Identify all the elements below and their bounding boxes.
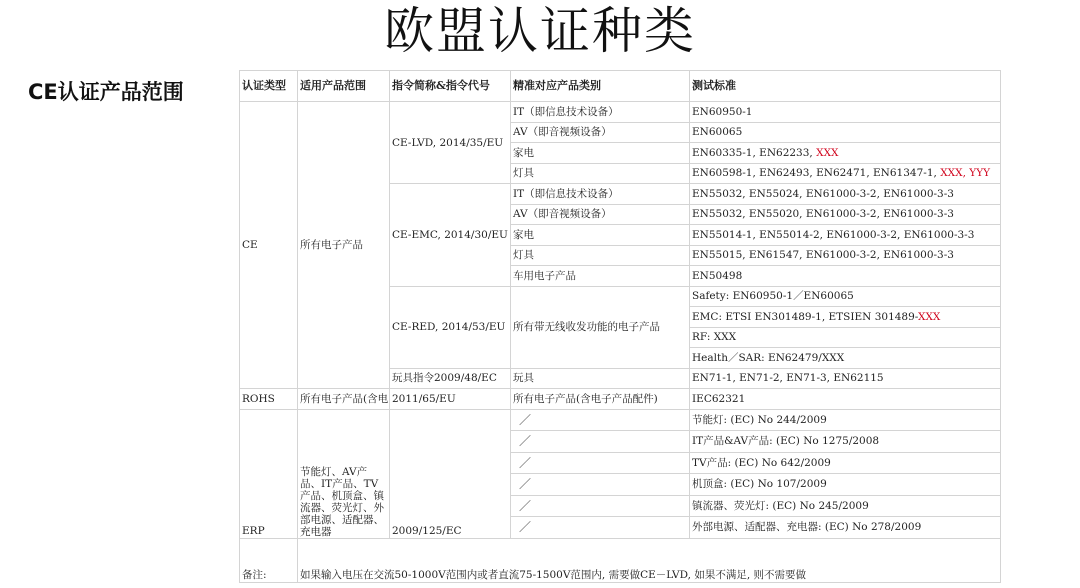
placeholder-red-text: XXX — [816, 146, 839, 159]
category-cell: ／ — [511, 495, 690, 517]
standard-cell — [690, 143, 1001, 164]
standard-cell: Safety: EN60950-1／EN60065 — [690, 286, 1001, 307]
table-row — [240, 409, 1001, 431]
standard-cell: EN55015, EN61547, EN61000-3-2, EN61000-3-3 — [690, 245, 1001, 266]
category-cell: ／ — [511, 474, 690, 496]
directive-emc: CE-EMC, 2014/30/EU — [390, 184, 511, 287]
category-cell: ／ — [511, 452, 690, 474]
section-subtitle: CE认证产品范围 — [28, 80, 184, 104]
table-row — [240, 102, 1001, 123]
standard-cell: EN55032, EN55020, EN61000-3-2, EN61000-3-3 — [690, 204, 1001, 225]
directive-red: CE-RED, 2014/53/EU — [390, 286, 511, 368]
category-cell: ／ — [511, 517, 690, 539]
category-cell: AV（即音视频设备） — [511, 122, 690, 143]
category-cell: 车用电子产品 — [511, 266, 690, 287]
category-cell: IT（即信息技术设备） — [511, 102, 690, 123]
category-cell: 灯具 — [511, 245, 690, 266]
scope-ce: 所有电子产品 — [298, 102, 390, 389]
placeholder-red-text: XXX, YYY — [940, 167, 991, 180]
standard-cell: EN60950-1 — [690, 102, 1001, 123]
category-cell: ／ — [511, 409, 690, 431]
standard-cell: EN55032, EN55024, EN61000-3-2, EN61000-3-3 — [690, 184, 1001, 205]
note-row — [240, 538, 1001, 582]
standard-cell: EN50498 — [690, 266, 1001, 287]
table-header-row — [240, 71, 1001, 102]
note-label: 备注: — [240, 538, 298, 582]
standard-cell: EN60065 — [690, 122, 1001, 143]
table-row — [240, 389, 1001, 410]
directive-rohs: 2011/65/EU — [390, 389, 511, 410]
category-cell: 家电 — [511, 225, 690, 246]
standard-cell: Health／SAR: EN62479/XXX — [690, 348, 1001, 369]
standard-text: EN60335-1, EN62233, — [692, 146, 817, 159]
standard-cell — [690, 163, 1001, 184]
placeholder-red-text: XXX — [917, 310, 941, 323]
header-cert-type: 认证类型 — [240, 71, 298, 102]
cert-type-erp: ERP — [240, 409, 298, 538]
standard-text: EN60598-1, EN62493, EN62471, EN61347-1, — [692, 167, 941, 180]
category-cell: 所有电子产品(含电子产品配件) — [511, 389, 690, 410]
category-cell: 灯具 — [511, 163, 690, 184]
note-text: 如果输入电压在交流50-1000V范围内或者直流75-1500V范围内, 需要做CE－LVD, 如果不满足, 则不需要做 — [298, 538, 1001, 582]
category-cell: AV（即音视频设备） — [511, 204, 690, 225]
certification-table — [239, 70, 1001, 583]
directive-toy: 玩具指令2009/48/EC — [390, 368, 511, 389]
standard-cell — [690, 307, 1001, 328]
standard-cell: IT产品&AV产品: (EC) No 1275/2008 — [690, 431, 1001, 453]
standard-cell: IEC62321 — [690, 389, 1001, 410]
category-cell: ／ — [511, 431, 690, 453]
header-scope: 适用产品范围 — [298, 71, 390, 102]
header-category: 精准对应产品类别 — [511, 71, 690, 102]
scope-erp: 节能灯、AV产品、IT产品、TV产品、机顶盒、镇流器、荧光灯、外部电源、适配器、充电器 — [298, 409, 390, 538]
category-cell: 所有带无线收发功能的电子产品 — [511, 286, 690, 368]
cert-type-rohs: ROHS — [240, 389, 298, 410]
header-directive: 指令简称&指令代号 — [390, 71, 511, 102]
page-title: 欧盟认证种类 — [384, 2, 696, 60]
scope-rohs: 所有电子产品(含电 — [298, 389, 390, 410]
category-cell: IT（即信息技术设备） — [511, 184, 690, 205]
directive-erp: 2009/125/EC — [390, 409, 511, 538]
standard-cell: TV产品: (EC) No 642/2009 — [690, 452, 1001, 474]
standard-cell: 镇流器、荧光灯: (EC) No 245/2009 — [690, 495, 1001, 517]
standard-cell: EN71-1, EN71-2, EN71-3, EN62115 — [690, 368, 1001, 389]
standard-cell: RF: XXX — [690, 327, 1001, 348]
standard-cell: 节能灯: (EC) No 244/2009 — [690, 409, 1001, 431]
cert-type-ce: CE — [240, 102, 298, 389]
directive-lvd: CE-LVD, 2014/35/EU — [390, 102, 511, 184]
standard-text: EMC: ETSI EN301489-1, ETSIEN 301489- — [692, 310, 918, 323]
standard-cell: EN55014-1, EN55014-2, EN61000-3-2, EN61000-3-3 — [690, 225, 1001, 246]
category-cell: 家电 — [511, 143, 690, 164]
category-cell: 玩具 — [511, 368, 690, 389]
standard-cell: 机顶盒: (EC) No 107/2009 — [690, 474, 1001, 496]
standard-cell: 外部电源、适配器、充电器: (EC) No 278/2009 — [690, 517, 1001, 539]
header-standard: 测试标准 — [690, 71, 1001, 102]
